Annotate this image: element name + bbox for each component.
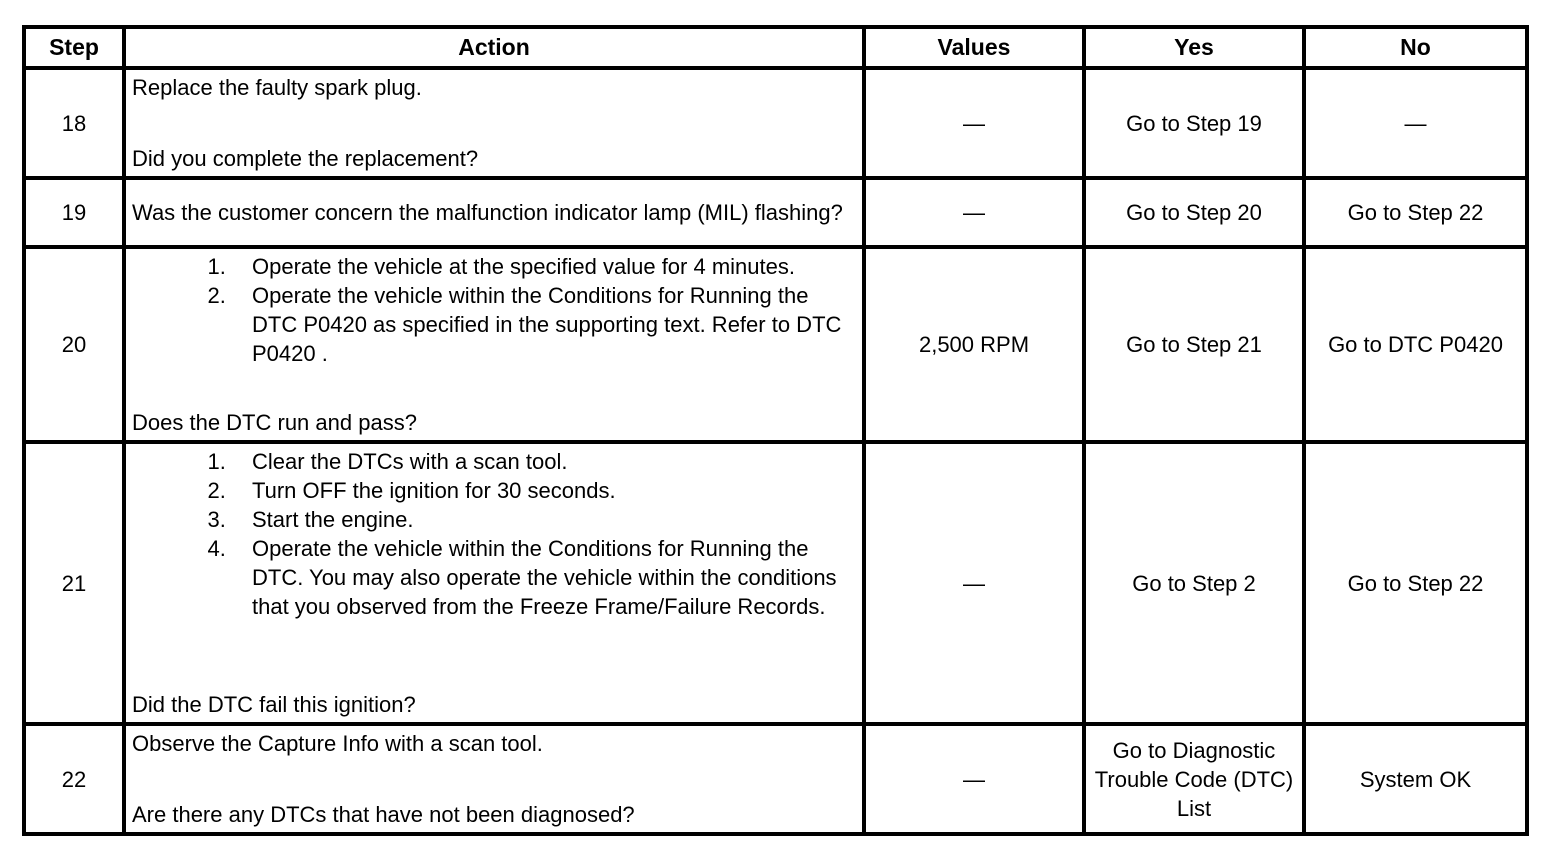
action-question: Did you complete the replacement? xyxy=(132,146,479,171)
action-question: Are there any DTCs that have not been diagnosed? xyxy=(132,802,635,827)
step-number: 21 xyxy=(24,442,124,724)
action-intro: Observe the Capture Info with a scan tool. xyxy=(132,731,543,756)
list-item: 4. Operate the vehicle within the Conditions for Running the DTC. You may also operate the vehicle within the conditions that you observed from the Freeze Frame/Failure Records. xyxy=(232,534,856,621)
yes-cell: Go to Step 20 xyxy=(1084,178,1304,247)
table-row-step-19 xyxy=(24,178,1527,247)
list-item: 1. Clear the DTCs with a scan tool. xyxy=(232,447,856,476)
table-row-step-20 xyxy=(24,247,1527,442)
step-number: 18 xyxy=(24,68,124,178)
value-cell: — xyxy=(864,724,1084,834)
list-item: 2. Turn OFF the ignition for 30 seconds. xyxy=(232,476,856,505)
yes-cell: Go to Step 21 xyxy=(1084,247,1304,442)
table-row-step-22 xyxy=(24,724,1527,834)
action-cell xyxy=(124,247,864,442)
value-cell: 2,500 RPM xyxy=(864,247,1084,442)
action-cell xyxy=(124,442,864,724)
header-values: Values xyxy=(864,27,1084,68)
diagnostic-table xyxy=(22,25,1529,836)
no-cell: System OK xyxy=(1304,724,1527,834)
header-yes: Yes xyxy=(1084,27,1304,68)
value-cell: — xyxy=(864,68,1084,178)
action-steps xyxy=(132,252,856,368)
action-intro: Replace the faulty spark plug. xyxy=(132,75,422,100)
header-step: Step xyxy=(24,27,124,68)
list-item: 2. Operate the vehicle within the Conditions for Running the DTC P0420 as specified in the supporting text. Refer to DTC P0420 . xyxy=(232,281,856,368)
header-row xyxy=(24,27,1527,68)
step-number: 20 xyxy=(24,247,124,442)
no-cell: Go to Step 22 xyxy=(1304,442,1527,724)
value-cell: — xyxy=(864,442,1084,724)
yes-cell: Go to Diagnostic Trouble Code (DTC) List xyxy=(1084,724,1304,834)
no-cell: Go to DTC P0420 xyxy=(1304,247,1527,442)
table-row-step-18 xyxy=(24,68,1527,178)
step-number: 19 xyxy=(24,178,124,247)
action-question: Did the DTC fail this ignition? xyxy=(132,692,416,717)
value-cell: — xyxy=(864,178,1084,247)
header-action: Action xyxy=(124,27,864,68)
yes-cell: Go to Step 19 xyxy=(1084,68,1304,178)
list-item: 3. Start the engine. xyxy=(232,505,856,534)
step-number: 22 xyxy=(24,724,124,834)
list-item: 1. Operate the vehicle at the specified value for 4 minutes. xyxy=(232,252,856,281)
no-cell: Go to Step 22 xyxy=(1304,178,1527,247)
table-row-step-21 xyxy=(24,442,1527,724)
action-cell xyxy=(124,178,864,247)
action-question: Was the customer concern the malfunction indicator lamp (MIL) flashing? xyxy=(132,200,843,225)
no-cell: — xyxy=(1304,68,1527,178)
action-cell xyxy=(124,68,864,178)
yes-cell: Go to Step 2 xyxy=(1084,442,1304,724)
header-no: No xyxy=(1304,27,1527,68)
action-steps xyxy=(132,447,856,621)
action-cell xyxy=(124,724,864,834)
action-question: Does the DTC run and pass? xyxy=(132,410,417,435)
